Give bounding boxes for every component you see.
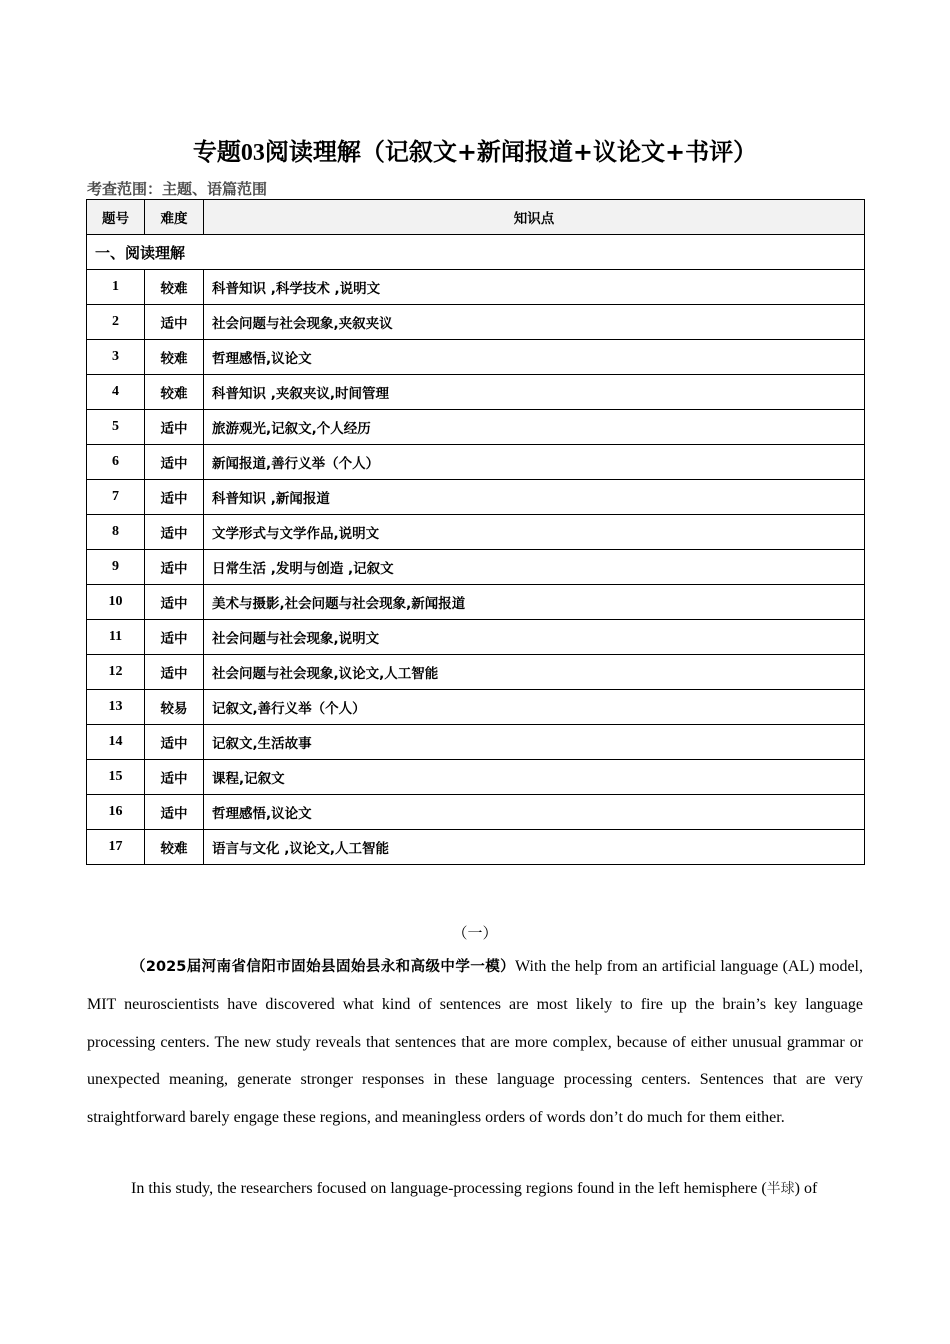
table-row xyxy=(87,690,865,725)
table-row xyxy=(87,585,865,620)
table-row xyxy=(87,795,865,830)
row-difficulty: 适中 xyxy=(145,795,204,830)
row-knowledge: 社会问题与社会现象,夹叙夹议 xyxy=(204,305,865,340)
table-header-row xyxy=(87,200,865,235)
row-difficulty: 较难 xyxy=(145,270,204,305)
row-knowledge: 新闻报道,善行义举（个人） xyxy=(204,445,865,480)
row-difficulty: 适中 xyxy=(145,305,204,340)
paragraph-2-end: ) of xyxy=(794,1180,818,1197)
row-number: 9 xyxy=(87,550,145,585)
row-difficulty: 适中 xyxy=(145,550,204,585)
table-row xyxy=(87,445,865,480)
table-row xyxy=(87,375,865,410)
passage-source: （2025届河南省信阳市固始县固始县永和高级中学一模） xyxy=(131,959,516,975)
row-difficulty: 适中 xyxy=(145,480,204,515)
row-knowledge: 科普知识 ,夹叙夹议,时间管理 xyxy=(204,375,865,410)
scope-label: 考查范围：主题、语篇范围 xyxy=(87,180,268,198)
row-number: 2 xyxy=(87,305,145,340)
table-row xyxy=(87,550,865,585)
row-difficulty: 适中 xyxy=(145,445,204,480)
row-knowledge: 社会问题与社会现象,说明文 xyxy=(204,620,865,655)
row-difficulty: 适中 xyxy=(145,585,204,620)
row-difficulty: 较易 xyxy=(145,690,204,725)
row-difficulty: 适中 xyxy=(145,515,204,550)
table-row xyxy=(87,830,865,865)
header-no: 题号 xyxy=(87,200,145,235)
row-number: 15 xyxy=(87,760,145,795)
row-knowledge: 哲理感悟,议论文 xyxy=(204,795,865,830)
table-row xyxy=(87,270,865,305)
row-knowledge: 语言与文化 ,议论文,人工智能 xyxy=(204,830,865,865)
table-row xyxy=(87,480,865,515)
row-difficulty: 适中 xyxy=(145,410,204,445)
row-knowledge: 美术与摄影,社会问题与社会现象,新闻报道 xyxy=(204,585,865,620)
row-number: 3 xyxy=(87,340,145,375)
row-number: 6 xyxy=(87,445,145,480)
row-knowledge: 科普知识 ,科学技术 ,说明文 xyxy=(204,270,865,305)
row-difficulty: 较难 xyxy=(145,340,204,375)
row-knowledge: 记叙文,生活故事 xyxy=(204,725,865,760)
passage-paragraph-2 xyxy=(87,1170,863,1208)
table-row xyxy=(87,340,865,375)
table-row xyxy=(87,410,865,445)
section-label: 一、阅读理解 xyxy=(87,235,865,270)
row-number: 10 xyxy=(87,585,145,620)
row-number: 16 xyxy=(87,795,145,830)
paragraph-1-text: With the help from an artificial language (AL) model, MIT neuroscientists have discovered what kind of sentences are most likely to fire up the brain’s key language processing centers. The new study reveals that sentences that are more complex, because of either unusual grammar or unexpected meaning, generate stronger responses in these language processing centers. Sentences that are very straightforward barely engage these regions, and meaningless orders of words don’t do much for them either. xyxy=(87,958,864,1126)
paragraph-2-gloss: 半球 xyxy=(766,1181,795,1197)
table-row xyxy=(87,655,865,690)
row-difficulty: 适中 xyxy=(145,760,204,795)
row-number: 4 xyxy=(87,375,145,410)
row-knowledge: 哲理感悟,议论文 xyxy=(204,340,865,375)
table-row xyxy=(87,725,865,760)
paragraph-2-start: In this study, the researchers focused on language-processing regions found in the left hemisphere ( xyxy=(131,1180,767,1197)
header-knowledge: 知识点 xyxy=(204,200,865,235)
row-number: 14 xyxy=(87,725,145,760)
row-knowledge: 科普知识 ,新闻报道 xyxy=(204,480,865,515)
row-difficulty: 适中 xyxy=(145,655,204,690)
row-difficulty: 较难 xyxy=(145,375,204,410)
part-label: （一） xyxy=(452,924,498,942)
table-row xyxy=(87,515,865,550)
row-knowledge: 课程,记叙文 xyxy=(204,760,865,795)
row-knowledge: 记叙文,善行义举（个人） xyxy=(204,690,865,725)
row-knowledge: 社会问题与社会现象,议论文,人工智能 xyxy=(204,655,865,690)
row-number: 13 xyxy=(87,690,145,725)
table-body xyxy=(87,235,865,865)
row-difficulty: 适中 xyxy=(145,725,204,760)
row-number: 1 xyxy=(87,270,145,305)
header-difficulty: 难度 xyxy=(145,200,204,235)
row-number: 17 xyxy=(87,830,145,865)
row-knowledge: 旅游观光,记叙文,个人经历 xyxy=(204,410,865,445)
table-row xyxy=(87,620,865,655)
row-knowledge: 日常生活 ,发明与创造 ,记叙文 xyxy=(204,550,865,585)
passage-paragraph-1 xyxy=(87,948,863,1136)
row-difficulty: 适中 xyxy=(145,620,204,655)
table-row xyxy=(87,760,865,795)
title-prefix: 专题 xyxy=(192,138,241,166)
section-row xyxy=(87,235,865,270)
row-number: 11 xyxy=(87,620,145,655)
row-difficulty: 较难 xyxy=(145,830,204,865)
row-knowledge: 文学形式与文学作品,说明文 xyxy=(204,515,865,550)
document-title xyxy=(0,132,950,167)
row-number: 7 xyxy=(87,480,145,515)
row-number: 8 xyxy=(87,515,145,550)
row-number: 12 xyxy=(87,655,145,690)
table-row xyxy=(87,305,865,340)
row-number: 5 xyxy=(87,410,145,445)
title-number: 03 xyxy=(240,140,265,166)
title-rest: 阅读理解（记叙文+新闻报道+议论文+书评） xyxy=(264,138,758,166)
knowledge-table xyxy=(86,199,865,865)
